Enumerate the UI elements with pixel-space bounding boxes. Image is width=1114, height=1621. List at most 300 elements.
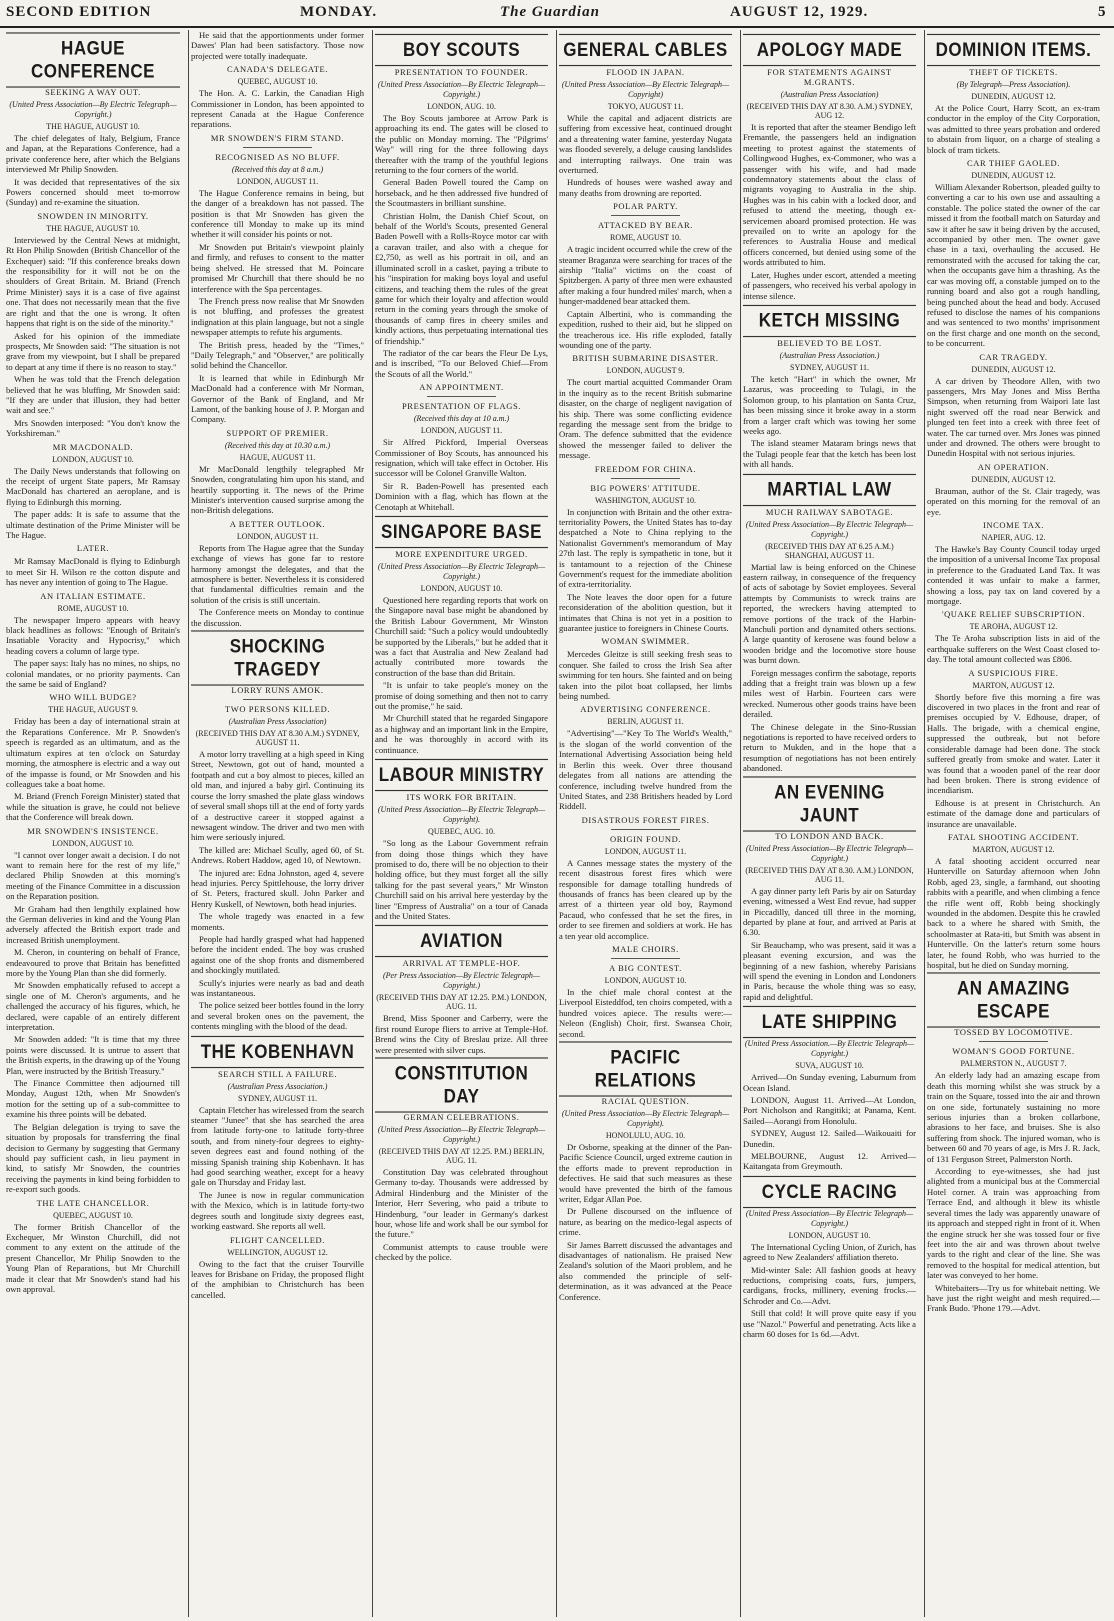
dateline: LONDON, AUGUST 11. (236, 531, 319, 541)
article (191, 634, 364, 700)
wire-credit: (Received this day at 10 a.m.) (413, 414, 510, 424)
article (559, 944, 732, 959)
article-paragraph: Captain Fletcher has wirelessed from the search steamer "Junee" that she has searched the area from latitude forty-one to latitude forty-three south, and from ninety-four degrees to eighty-seven degrees east and found nothing of the missing Spanish training ship Kobenhavn. It has had good searching weather, except for a heavy gale on Thursday and Friday last. (191, 1104, 364, 1188)
article-subheading: INCOME TAX. (982, 520, 1044, 530)
article (191, 133, 364, 148)
dateline: SUVA, AUGUST 10. (795, 1061, 864, 1071)
dateline: LONDON, AUGUST 10. (420, 584, 503, 593)
article-subheading: TOSSED BY LOCOMOTIVE. (954, 1027, 1073, 1038)
article-paragraph: At the Police Court, Harry Scott, an ex-tram conductor in the employ of the City Corporation, was admitted to three years probation and ordered to abstain from liquor, on a charge of stealing a block of tram tickets. (927, 103, 1100, 155)
article-paragraph: Sir R. Baden-Powell has presented each Dominion with a flag, which has flown at the Cenotaph at Whitehall. (375, 480, 548, 512)
article-headline: AN AMAZING ESCAPE (927, 973, 1100, 1028)
dateline: MARTON, AUGUST 12. (972, 680, 1055, 690)
article (191, 30, 364, 61)
article-headline: AVIATION (375, 925, 548, 957)
article-headline: DOMINION ITEMS. (927, 34, 1100, 66)
article (559, 1045, 732, 1302)
article-subheading: ADVERTISING CONFERENCE. (580, 704, 711, 715)
article (191, 1235, 364, 1301)
dateline: PALMERSTON N., AUGUST 7. (960, 1059, 1067, 1069)
article-subheading: MALE CHOIRS. (612, 943, 679, 954)
article (559, 636, 732, 701)
article (559, 834, 732, 941)
article (927, 668, 1100, 829)
article-paragraph: It is reported that after the steamer Bendigo left Fremantle, the passengers held an indignation meeting to protest against the statements of Collingwood Hughes, ex-Commoner, who was a passenger with his wife, and had made condemnatory statements about the class of migrants voyaging to Australia in the ship. Hughes was in his cabin with a locked door, and refused to attend the meeting, though ex-servicemen aboard promised protection. He was prevailed on to write an apology for the references to Australia House and medical officers concerned, but denied using some of the words attributed to him. (743, 122, 916, 268)
section-divider (611, 958, 680, 959)
dateline: LONDON, AUGUST 9. (606, 366, 685, 376)
article-paragraph: A fatal shooting accident occurred near Hunterville on Saturday afternoon when John Robb, aged 23, single, a farmhand, out shooting rabbits with a pearifle, and when climbing a fence the rifle went off, Robb being shockingly wounded in the abdomen. Despite this he crawled back to a where he shared with Smith, the schoolmaster at Rata-iti, but Smith was absent in Hunterville. On the latter's return some hours later, he found Robb, who was hurried to the hospital, but he died on Sunday morning. (927, 855, 1100, 970)
wire-credit: (United Press Association—By Electric Telegraph—Copyright) (561, 80, 730, 99)
article (559, 36, 732, 198)
dateline: DUNEDIN, AUGUST 12. (971, 92, 1056, 101)
article (6, 211, 180, 439)
article-subheading: A BETTER OUTLOOK. (229, 518, 326, 529)
article-paragraph: Later, Hughes under escort, attended a meeting of passengers, who received his verbal apology in intense silence. (743, 269, 916, 301)
article (743, 307, 916, 470)
article-paragraph: The newspaper Impero appears with heavy black headlines as follows: "Enough of Britain's Insatiable Voracity and Hypocrisy," which heading covers a column of large type. (6, 614, 180, 656)
article-subheading: CANADA'S DELEGATE. (226, 64, 329, 75)
article (191, 152, 364, 425)
article-subheading: MUCH RAILWAY SABOTAGE. (765, 506, 894, 517)
article-paragraph: The former British Chancellor of the Exchequer, Mr Winston Churchill, did not comment to any extent on the attitude of the present Chancellor, Mr Philip Snowden to the Young Plan of Reparations, but Mr Churchill made it clear that Mr Snowden's stand had his own approval. (6, 1221, 180, 1294)
article-paragraph: An elderly lady had an amazing escape from death this morning whilst she was struck by a train on the Square, tossed into the air and thrown on one side, fortunately sustaining no more serious injuries than a broken collarbone, abrasions to her face, and bruises. She is also suffering from shock. The injured woman, who is between 60 and 70 years of age, is Mrs J. R. Jack, of 131 Ferguson Street, Palmerston North. (927, 1070, 1100, 1164)
article-paragraph: People had hardly grasped what had happened before the incident ended. The boy was crushed against one of the shop fronts and dismembered and shockingly mutilated. (191, 933, 364, 976)
article-paragraph: It was decided that representatives of the six Powers concerned should meet to-morrow (Sunday) and re-examine the situation. (6, 176, 180, 208)
article-subheading: A SUSPICIOUS FIRE. (968, 667, 1059, 678)
article-paragraph: "So long as the Labour Government refrain from doing those things which they have promised to do, there will be no objection to their holding office, but they must forget all the silly talking for the past several years," Mr Winston Churchill said on his arrival here yesterday by the liner "Empress of Australia" on a tour of Canada and the United States. (375, 838, 548, 921)
article-paragraph: A gay dinner party left Paris by air on Saturday evening, witnessed a West End revue, had supper in Piccadilly, danced till three in the morning, departed by plane at four, and arrived at Paris at 6.30. (743, 885, 916, 938)
wire-credit: (United Press Association—By Electric Telegraph—Copyright.) (745, 519, 914, 539)
article-paragraph: Asked for his opinion of the immediate prospects, Mr Snowden said: "The situation is not grave from my viewpoint, but I shall be prepared to depart at any time if there is no reason to stay." (6, 330, 180, 372)
article-paragraph: "It is unfair to take people's money on the promise of doing something and then not to carry out the promise," he said. (375, 680, 548, 712)
article-paragraph: The Junee is now in regular communication with the Mexico, which is in latitude forty-two degrees south and longitude sixty degrees east, working eastward. She reports all well. (191, 1189, 364, 1232)
article (743, 1178, 916, 1340)
article-subheading: TO LONDON AND BACK. (775, 830, 884, 841)
article-paragraph: The Hon. A. C. Larkin, the Canadian High Commissioner in London, has been appointed to represent Canada at the Hague Conference reparations. (191, 88, 364, 130)
dateline: (RECEIVED THIS DAY AT 6.25 A.M.) SHANGHAI, AUGUST 11. (765, 541, 894, 560)
dateline: WELLINGTON, AUGUST 12. (227, 1247, 328, 1257)
column-4 (556, 30, 734, 1617)
wire-credit: (By Telegraph—Press Association). (956, 80, 1071, 89)
article-paragraph: A car driven by Theodore Allen, with two passengers, Mrs May Jones and Miss Bertha Simpson, when returning from Waipori late last night swerved off the road near Berwick and plunged ten feet into a creek with three feet of water. The car turned over. Mrs Jones was pinned under and drowned. The others were brought to Dunedin Hospital with not serious injuries. (927, 375, 1100, 459)
article (559, 963, 732, 1039)
article-subheading: POLAR PARTY. (613, 201, 678, 212)
article-paragraph: Dr Osborne, speaking at the dinner of the Pan-Pacific Science Council, urged extreme caution in the efforts made to prevent reproduction in defectives. He said that such measures as these would have prevented the birth of the famous writer, Edgar Allan Poe. (559, 1142, 732, 1205)
article-paragraph: Sir Alfred Pickford, Imperial Overseas Commissioner of Boy Scouts, has announced his resignation, which will take effect in October. His successor will be Colonel Granville Walton. (375, 437, 548, 479)
article-headline: CONSTITUTION DAY (375, 1057, 548, 1112)
article-paragraph: A Cannes message states the mystery of the recent disastrous forest fires which were responsible for damage totalling hundreds of thousands of francs has been cleared up by the arrest of a thirteen year old boy, Raymond Pacaud, who confessed that he set the fires, in order to see firemen and soldiers at work. He has a ten year old accomplice. (559, 857, 732, 941)
article-paragraph: "Advertising"—"Key To The World's Wealth," is the slogan of the world convention of the International Advertising Association being held in Berlin this week. Over three thousand delegates from all nations are attending the conference, including twelve hundred from the United States, and 238 Britishers headed by Lord Riddell. (559, 728, 732, 812)
column-2 (188, 30, 366, 1617)
article-subheading: PRESENTATION OF FLAGS. (401, 401, 522, 412)
article-paragraph: "I cannot over longer await a decision. I do not want to remain here for the rest of my life," declared Philip Snowden at this morning's meeting of the Finance Committee in a discussion on the Reparation position. (6, 849, 180, 902)
article-subheading: FLIGHT CANCELLED. (229, 1234, 326, 1245)
article-paragraph: Edhouse is at present in Christchurch. An estimate of the damage done and particulars of insurance are unavailable. (927, 797, 1100, 829)
article-subheading: FOR STATEMENTS AGAINST M.GRANTS. (767, 67, 892, 87)
article-subheading: ARRIVAL AT TEMPLE-HOF. (402, 958, 521, 969)
article-paragraph: William Alexander Robertson, pleaded guilty to converting a car to his own use and assaulting a constable. The police stated the owner of the car missed it from the football match on Saturday and saw it after he saw it being driven by the accused, accompanied by other men. The owner gave chase in a taxi, overhauling the accused. He remonstrated with the accused for taking the car, when the occupants gave him a thrashing. As the car was moving off, a constable jumped on to the running board and also got a rough handling, being punched about the head and body. Accused refused to disclose the names of his companions and was sentenced to two months' imprisonment on the first charge and one month on the second, to be concurrent. (927, 182, 1100, 349)
article-subheading: WOMAN SWIMMER. (601, 636, 690, 647)
wire-credit: (Australian Press Association.) (227, 1081, 328, 1091)
article (559, 201, 732, 216)
article-paragraph: The injured are: Edna Johnston, aged 4, severe head injuries. Percy Spittlehouse, the lorry driver of St. Peters, fractured skull. John Parker and Henry Kuskell, of Newtown, both head injuries. (191, 867, 364, 909)
article-subheading: ATTACKED BY BEAR. (598, 220, 693, 231)
article-headline: SHOCKING TRAGEDY (191, 630, 364, 685)
article (375, 518, 548, 755)
article-paragraph: The Te Aroha subscription lists in aid of the earthquake sufferers on the West Coast closed to-day. The total amount collected was £806. (927, 633, 1100, 665)
masthead (0, 0, 1114, 28)
article-subheading: RACIAL QUESTION. (601, 1096, 690, 1106)
article (559, 353, 732, 460)
article-paragraph: The radiator of the car bears the Fleur De Lys, and is inscribed, "To our Beloved Chief—From the Scouts of all the World." (375, 347, 548, 379)
article-subheading: SEEKING A WAY OUT. (45, 87, 141, 97)
article-headline: CYCLE RACING (743, 1176, 916, 1208)
wire-credit: (United Press Association—By Electric Telegraph—Copyright). (377, 805, 546, 825)
article-subheading: PRESENTATION TO FOUNDER. (394, 67, 529, 77)
article-paragraph: The whole tragedy was enacted in a few moments. (191, 911, 364, 932)
article-subheading: FREEDOM FOR CHINA. (594, 463, 697, 474)
article (375, 927, 548, 1055)
dateline: THE HAGUE, AUGUST 10. (46, 223, 140, 233)
article-paragraph: Dr Pullene discoursed on the influence of nature, as bearing on the medico-legal aspects of crime. (559, 1206, 732, 1238)
dateline: DUNEDIN, AUGUST 12. (971, 171, 1056, 181)
dateline: QUEBEC, AUGUST 10. (237, 77, 318, 87)
dateline: LONDON, AUGUST 10. (604, 975, 687, 985)
article-headline: MARTIAL LAW (743, 473, 916, 505)
article-paragraph: The International Cycling Union, of Zurich, has agreed to New Zealanders' affiliation thereto. (743, 1241, 916, 1263)
article-paragraph: The Hague Conference remains in being, but the danger of a breakdown has not passed. The position is that Mr Snowden has given the conference till Monday to make up its mind whether it will consider his points or not. (191, 187, 364, 240)
article-paragraph: The Daily News understands that following on the receipt of urgent State papers, Mr Ramsay MacDonald has chartered an aeroplane, and is flying to Edinburgh this morning. (6, 465, 180, 507)
article-paragraph: Shortly before five this morning a fire was discovered in two places in the front and rear of premises occupied by V. Edhouse, draper, of Halls. The brigade, with a chemical engine, suppressed the outbreak, but not before considerable damage had been done. The stock suffered greatly from smoke and water. Later it was found that a wooden panel of the rear door had been broken. There is strong evidence of incendiarism. (927, 691, 1100, 796)
article-subheading: FLOOD IN JAPAN. (606, 67, 685, 77)
article-paragraph: The Boy Scouts jamboree at Arrow Park is approaching its end. The gates will be closed to the public on Monday morning. The "Pilgrims' Way" will ring for the three following days thereafter with the tramp of the youthful legions returning to the four corners of the world. (375, 113, 548, 176)
article (6, 692, 180, 822)
dateline: LONDON, AUGUST 11. (604, 846, 687, 856)
section-divider (611, 215, 680, 216)
article-subheading: ITS WORK FOR BRITAIN. (406, 792, 517, 803)
article-paragraph: In conjunction with Britain and the other extra-territoriality Powers, the United States has to-day despatched a Note to China replying to the Nationalist Government's memorandum of May 27th last. The reply is sympathetic in tone, but it is tantamount to a rejection of the Chinese Government's request for the immediate abolition of extra-territoriality. (559, 506, 732, 590)
dateline: ROME, AUGUST 10. (57, 603, 129, 613)
article (559, 483, 732, 634)
issue-date: AUGUST 12, 1929. (730, 4, 869, 20)
dateline: SYDNEY, AUGUST 11. (238, 1093, 317, 1103)
wire-credit: (United Press Association—By Electric Telegraph—Copyright.) (377, 80, 546, 99)
article-headline: APOLOGY MADE (743, 34, 916, 66)
dateline: THE HAGUE, AUGUST 10. (46, 122, 140, 131)
article-subheading: ORIGIN FOUND. (609, 833, 682, 844)
article (927, 976, 1100, 1042)
newspaper-title: The Guardian (500, 4, 600, 20)
wire-credit: (Australian Press Association) (228, 717, 327, 727)
article (743, 780, 916, 1002)
article (375, 382, 548, 397)
article-paragraph: While the capital and adjacent districts are suffering from excessive heat, continued drought and a threatening water famine, yesterday Nugata was flooded severely, a deluge causing landslides and interrupting railways. One train was overturned. (559, 113, 732, 176)
article-subheading: THEFT OF TICKETS. (969, 67, 1058, 77)
wire-credit: (United Press Association—By Electric Telegraph—Copyright.) (377, 1124, 546, 1144)
article-paragraph: The court martial acquitted Commander Oram in the inquiry as to the recent British submarine disaster, on the charge of negligent navigation of his ship. There was some conflicting evidence regarding the message sent from the bridge to Oram. The defence submitted that the evidence showed the messenger failed to deliver the message. (559, 377, 732, 461)
dateline: MARTON, AUGUST 12. (972, 844, 1055, 854)
article-paragraph: Mr Snowden put Britain's viewpoint plainly and firmly, and refuses to consent to the matter being shelved. He stressed that M. Poincare promised Mr Churchill that there should be no interference with the Spa percentages. (191, 241, 364, 294)
article (191, 1038, 364, 1232)
article-paragraph: Sir Beauchamp, who was present, said it was a pleasant evening excursion, and was the beginning of a new fashion, whereby Parisians will spend the evening in London and Londoners in Paris, because the whole thing was so easy, rapid and delightful. (743, 939, 916, 1002)
article-paragraph: Brauman, author of the St. Clair tragedy, was operated on this morning for the removal of an eye. (927, 485, 1100, 517)
article-headline: GENERAL CABLES (559, 34, 732, 66)
article (559, 704, 732, 811)
article-paragraph: The Hawke's Bay County Council today urged the imposition of a universal Income Tax proposal in preference to the Graduated Land Tax. It was contended it was unfair to make a farmer, showing a loss, pay tax on land covered by a mortgage. (927, 544, 1100, 607)
article-paragraph: The French press now realise that Mr Snowden is not bluffing, and professes the greatest indignation at this plain language, but not a single newspaper attempts to refute his arguments. (191, 295, 364, 338)
article-paragraph: Interviewed by the Central News at midnight, Rt Hon Philip Snowden (British Chancellor of the Exchequer) said: "If this conference breaks down the responsibility for it will not be on the shoulders of Great Britain. M. Briand (French Prime Minister) says it is a case of five against one. That does not necessarily mean that the five are right and that the one is wrong. It often happens that right is on the side of the minority." (6, 234, 180, 329)
article-subheading: GERMAN CELEBRATIONS. (403, 1111, 520, 1122)
article (191, 704, 364, 1032)
article (927, 609, 1100, 664)
article-paragraph: Christian Holm, the Danish Chief Scout, on behalf of the World's Scouts, presented General Baden Powell with a Rolls-Royce motor car with a caravan trailer, and also with a cheque for £2,750, as well as his portrait in oil, and an illuminated scroll in a casket, paying a tribute to his "inspiration for making boys loyal and useful citizens, and teaching them the rules of the great game for which their loyalty and affection would return in the coming years through the smoke of thousands of camp fires in cheery smiles and kindly actions, thus perpetuating international ties of friendship." (375, 210, 548, 346)
article (6, 543, 180, 587)
dateline: ROME, AUGUST 10. (610, 233, 681, 243)
article-paragraph: The paper adds: It is safe to assume that the ultimate destination of the Prime Minister will be The Hague. (6, 509, 180, 540)
dateline: LONDON, AUGUST 11. (236, 176, 319, 186)
dateline: HONOLULU, AUG. 10. (605, 1131, 686, 1140)
article-paragraph: The chief delegates of Italy, Belgium, France and Japan, at the Reparations Conference, had a private conference here, after which the Belgians interviewed Mr Philip Snowden. (6, 133, 180, 175)
section-divider (243, 699, 312, 700)
section-divider (611, 829, 680, 830)
dateline: (RECEIVED THIS DAY AT 12.25. P.M.) BERLIN, AUG. 11. (378, 1146, 545, 1165)
article-subheading: 'QUAKE RELIEF SUBSCRIPTION. (941, 609, 1086, 620)
article-paragraph: The Belgian delegation is trying to save the situation by proposals for transferring the final decision to Germany by suggesting that Germany should pay sufficient cash, in lieu payment in kind, to satisfy Mr Snowden, the countries receiving the payments in kind being forbidden to re-export such goods. (6, 1121, 180, 1195)
article-paragraph: The paper says: Italy has no mines, no ships, no colonial mandates, or no priority payments. Can the same be said of England? (6, 658, 180, 690)
article-subheading: LORRY RUNS AMOK. (231, 685, 324, 696)
dateline: QUEBEC, AUG. 10. (428, 827, 495, 837)
article-paragraph: The ketch "Hart" in which the owner, Mr Lazarus, was proceeding to Tulagi, in the Solomon group, to his plantation on Santa Cruz, has been missing since it broke away in a storm from a larger craft which was towing her some weeks ago. (743, 373, 916, 436)
article (927, 158, 1100, 349)
article-paragraph: Mr Ramsay MacDonald is flying to Edinburgh to meet Sir H. Wilson re the cotton dispute and has never any intention of going to The Hague. (6, 556, 180, 588)
article (927, 462, 1100, 517)
article (6, 36, 180, 208)
article-subheading: MORE EXPENDITURE URGED. (395, 549, 528, 559)
article (559, 815, 732, 830)
column-5 (740, 30, 918, 1617)
article (927, 832, 1100, 970)
article (927, 520, 1100, 606)
wire-credit: (Australian Press Association.) (779, 350, 880, 360)
article (191, 428, 364, 516)
article-subheading: A BIG CONTEST. (609, 962, 682, 973)
article-headline: LATE SHIPPING (743, 1006, 916, 1038)
article-subheading: WOMAN'S GOOD FORTUNE. (952, 1046, 1075, 1057)
article-subheading: RECOGNISED AS NO BLUFF. (215, 151, 340, 162)
dateline: (RECEIVED THIS DAY AT 8.30 A.M.) SYDNEY, AUGUST 11. (195, 729, 360, 748)
article-headline: LABOUR MINISTRY (375, 759, 548, 791)
column-grid (4, 30, 1110, 1617)
article-subheading: WHO WILL BUDGE? (49, 692, 137, 703)
dateline: HAGUE, AUGUST 11. (239, 452, 316, 462)
article-subheading: AN OPERATION. (977, 461, 1050, 472)
article-paragraph: Brend, Miss Spooner and Carberry, were the first round Europe fliers to arrive at Temple-Hof. Brend wins the City of Breslau prize. All three were presented with silver cups. (375, 1013, 548, 1055)
dateline: LONDON, AUGUST 10. (52, 838, 134, 848)
article-paragraph: Mid-winter Sale: All fashion goods at heavy reductions, comprising coats, furs, jumpers, cardigans, frocks, millinery, evening frocks.—Schroder and Co.—Advt. (743, 1264, 916, 1306)
article (191, 519, 364, 628)
dateline: THE HAGUE, AUGUST 9. (48, 705, 138, 715)
article-paragraph: Communist attempts to cause trouble were checked by the police. (375, 1241, 548, 1263)
article (6, 826, 180, 1195)
wire-credit: (Per Press Association—By Electric Telegraph—Copyright.) (382, 971, 541, 991)
article-paragraph: MELBOURNE, August 12. Arrived—Kaitangata from Greymouth. (743, 1151, 916, 1172)
wire-credit: (United Press Association—By Electric Telegraph—Copyright.) (745, 843, 914, 863)
article (927, 36, 1100, 155)
article (191, 64, 364, 130)
article (743, 476, 916, 774)
article (743, 1008, 916, 1172)
dateline: LONDON, AUGUST 10. (52, 454, 134, 464)
article (559, 220, 732, 350)
section-divider (243, 147, 312, 148)
article-paragraph: Hundreds of houses were washed away and many deaths from drowning are reported. (559, 177, 732, 198)
dateline: QUEBEC, AUGUST 10. (53, 1210, 133, 1220)
wire-credit: (United Press Association—By Electric Telegraph—Copyright.) (9, 100, 177, 119)
article-paragraph: Martial law is being enforced on the Chinese eastern railway, in consequence of the frequency of acts of sabotage by Soviet employees. Several attempts by Communists to wreck trains are reported, the wreckers having attempted to remove portions of the track of the Harbin-Manchuli portion and dynamited others sections. A large quantity of kerosene was found below a wooden bridge and the locomotive store house was burnt down. (743, 561, 916, 666)
article (6, 1198, 180, 1295)
article-subheading: CAR THIEF GAOLED. (967, 158, 1060, 169)
article-subheading: SUPPORT OF PREMIER. (226, 427, 329, 438)
article (927, 1046, 1100, 1313)
edition-label: SECOND EDITION (6, 4, 152, 20)
section-divider (979, 1041, 1048, 1042)
article-subheading: AN ITALIAN ESTIMATE. (40, 590, 146, 601)
section-divider (427, 396, 496, 397)
article-paragraph: LONDON, August 11. Arrived—At London, Port Nicholson and Rangitiki; at Panama, Kent. Sailed—Aorangi from Honolulu. (743, 1094, 916, 1126)
article-paragraph: Scully's injuries were nearly as bad and death was instantaneous. (191, 977, 364, 998)
article-subheading: BIG POWERS' ATTITUDE. (590, 482, 701, 493)
article-paragraph: The Chinese delegate in the Sino-Russian negotiations is reported to have received orders to return to Mukden, and in the hope that a resumption of negotiations has not been entirely abandoned. (743, 721, 916, 774)
article-paragraph: M. Cheron, in countering on behalf of France, endeavoured to prove that Britain has benefitted more by the Young Plan than she did formerly. (6, 947, 180, 978)
wire-credit: (United Press Association—By Electric Telegraph—Copyright.) (377, 562, 546, 581)
article-paragraph: Whitebaiters—Try us for whitebait netting. We have just the right weight and mesh required.—Frank Budo. 'Phone 179.—Advt. (927, 1282, 1100, 1314)
article-paragraph: The Conference meets on Monday to continue the discussion. (191, 607, 364, 628)
article-paragraph: When he was told that the French delegation believed that he was bluffing, Mr Snowden said: "If they are under that illusion, they had better wait and see." (6, 374, 180, 416)
article-subheading: LATER. (76, 543, 110, 554)
article-paragraph: In the chief male choral contest at the Liverpool Eisteddfod, ten choirs competed, with a hundred voices apiece. The results were:—Neleon (English) Choir, first. Swansea Choir, second. (559, 986, 732, 1039)
article (375, 401, 548, 512)
wire-credit: (United Press Association—By Electric Telegraph—Copyright). (561, 1109, 730, 1128)
article-subheading: FATAL SHOOTING ACCIDENT. (948, 831, 1079, 842)
dateline: DUNEDIN, AUGUST 12. (971, 364, 1056, 374)
article-paragraph: SYDNEY, August 12. Sailed—Waikouaiti for Dunedin. (743, 1128, 916, 1149)
article-headline: AN EVENING JAUNT (743, 776, 916, 831)
dateline: TOKYO, AUGUST 11. (607, 102, 684, 111)
article-paragraph: Captain Albertini, who is commanding the expedition, rushed to their aid, but he slipped on the treacherous ice. His rifle exploded, fatally wounding one of the party. (559, 308, 732, 350)
dateline: (RECEIVED THIS DAY AT 8.30. A.M.) SYDNEY, AUG 12. (746, 102, 913, 120)
article-headline: HAGUE CONFERENCE (6, 32, 180, 87)
article-paragraph: The British press, headed by the "Times," "Daily Telegraph," and "Observer," are politically solid behind the Chancellor. (191, 339, 364, 371)
article-paragraph: Still that cold! It will prove quite easy if you use "Nazol." Powerful and penetrating. Acts like a charm 60 doses for 1s 6d.—Advt. (743, 1308, 916, 1340)
article-subheading: BELIEVED TO BE LOST. (777, 337, 882, 348)
article-paragraph: General Baden Powell toured the Camp on horseback, and he then addressed five hundred of the Scoutmasters in brilliant sunshine. (375, 177, 548, 209)
article-paragraph: Sir James Barrett discussed the advantages and disadvantages of nationalism. He praised New Zealand's solution of the Maori problem, and he also commended the principle of self-determination, as it was advanced at the Peace Conference. (559, 1239, 732, 1302)
article-paragraph: Mr Churchill stated that he regarded Singapore as a highway and an important link in the Empire, and he was thoroughly in accord with its continuance. (375, 713, 548, 755)
dateline: BERLIN, AUGUST 11. (607, 717, 684, 727)
column-3 (372, 30, 550, 1617)
article-paragraph: According to eye-witnesses, she had just alighted from a municipal bus at the Commercial Hotel corner. A train was approaching from Terrace End, and although it blew its whistle several times the lady was apparently unaware of its approach and stepped right in front of it. When the engine struck her she was tossed four or five feet into the air and was thrown about twelve yards to the right and clear of the line. She was removed to the hospital for medical attention, but later was conveyed to her home. (927, 1166, 1100, 1281)
article-paragraph: Mrs Snowden interposed: "You don't know the Yorkshireman." (6, 417, 180, 439)
column-1 (4, 30, 182, 1617)
article-subheading: MR SNOWDEN'S FIRM STAND. (210, 132, 345, 143)
article-paragraph: Arrived—On Sunday evening, Laburnum from Ocean Island. (743, 1072, 916, 1093)
article-paragraph: He said that the apportionments under former Dawes' Plan had been satisfactory. Those now projected were totally inadequate. (191, 30, 364, 61)
article-paragraph: A motor lorry travelling at a high speed in King Street, Newtown, got out of hand, mounted a footpath and cut a boy almost to pieces, killed an old man, and injured a baby girl. Continuing its course the lorry smashed the plate glass windows of several small shops till at the end of forty yards of a destructive career it stopped against a newsagent window. The driver and two men with him were seriously injured. (191, 749, 364, 843)
article-paragraph: Mr Graham had then lengthily explained how the German deliveries in kind and the Young Plan adversely affected the British export trade and increased British unemployment. (6, 903, 180, 945)
article-paragraph: Foreign messages confirm the sabotage, reports adding that a freight train was blown up a few miles west of Harbin. Fourteen cars were wrecked. Numerous other goods trains have been derailed. (743, 667, 916, 720)
article-paragraph: It is learned that while in Edinburgh Mr MacDonald had a conference with Mr Norman, Governor of the Bank of England, and Mr Lamont, of the banking house of J. P. Morgan and Company. (191, 372, 364, 425)
article-subheading: THE LATE CHANCELLOR. (36, 1197, 150, 1208)
article-paragraph: Mr Snowden added: "It is time that my three points were discussed. It is untrue to assert that the British experts, in the drawing up of the Young Plan, were instructed by the British Treasury." (6, 1034, 181, 1076)
article (6, 591, 180, 690)
dateline: (RECEIVED THIS DAY AT 8.30. A.M.) LONDON, AUG 11. (745, 865, 914, 884)
article-headline: PACIFIC RELATIONS (559, 1041, 732, 1096)
article-paragraph: Reports from The Hague agree that the Sunday exchange of views has gone far to restore harmony amongst the delegates, and that the atmosphere is better. Nevertheless it is considered that fundamental difficulties remain and the solution of the crisis is still uncertain. (191, 542, 364, 605)
dateline: LONDON, AUGUST 10. (788, 1230, 871, 1240)
wire-credit: (Received this day at 10.30 a.m.) (224, 440, 331, 450)
article (375, 761, 548, 921)
wire-credit: (Australian Press Association) (780, 90, 879, 99)
article-subheading: MR MACDONALD. (52, 441, 134, 452)
article (927, 352, 1100, 459)
article-paragraph: Questioned here regarding reports that work on the Singapore naval base might be abandoned by the British Labour Government, Mr Winston Churchill said: "Such a policy would undoubtedly be supported by the Liberals," but he added that it was a fact that Australia and New Zealand had actually contributed more towards the construction of the base than did Britain. (375, 595, 548, 678)
wire-credit: (Received this day at 8 a.m.) (231, 164, 324, 174)
article-subheading: MR SNOWDEN'S INSISTENCE. (27, 825, 159, 836)
article-paragraph: Constitution Day was celebrated throughout Germany to-day. Thousands were addressed by Admiral Hindenburg and the Minister of the Interior, Herr Severing, who paid a tribute to Hindenburg, "our leader in Germany's darkest hour, whose life and work shall be our symbol for the future." (375, 1166, 548, 1240)
article (375, 36, 548, 379)
article-paragraph: The Note leaves the door open for a future reconsideration of the abolition question, but it intimates that China is not yet in a position to guarantee justice to foreigners in Chinese Courts. (559, 591, 732, 634)
article-paragraph: Mr MacDonald lengthily telegraphed Mr Snowden, congratulating him upon his stand, and heartily supporting it. The news of the Prime Minister's intervention caused surprise among the non-British delegations. (191, 463, 364, 516)
section-divider (611, 478, 680, 479)
article-subheading: SEARCH STILL A FAILURE. (217, 1068, 338, 1079)
article (375, 1061, 548, 1263)
article-headline: KETCH MISSING (743, 305, 916, 337)
article-paragraph: The killed are: Michael Scully, aged 60, of St. Andrews. Robert Haddow, aged 10, of Newtown. (191, 844, 364, 866)
weekday-label: MONDAY. (300, 4, 378, 20)
article (559, 464, 732, 479)
page-number: 5 (1098, 4, 1107, 20)
article-paragraph: A tragic incident occurred while the crew of the steamer Braganza were searching for traces of the airship "Italia" victims on the coast of Spitzbergen. A party of three men were exhausted after making a four hundred miles' march, when a hunger-maddened bear attacked them. (559, 244, 732, 307)
article-headline: THE KOBENHAVN (191, 1036, 364, 1068)
article-headline: SINGAPORE BASE (375, 516, 548, 548)
dateline: LONDON, AUGUST 11. (420, 426, 503, 436)
article-paragraph: M. Briand (French Foreign Minister) stated that while the situation is grave, he could not believe that the Conference will break down. (6, 791, 180, 823)
article-headline: BOY SCOUTS (375, 34, 548, 66)
article-paragraph: Owing to the fact that the cruiser Tourville leaves for Brisbane on Friday, the proposed flight of the amphibian to Christchurch has been cancelled. (191, 1258, 364, 1300)
dateline: (RECEIVED THIS DAY AT 12.25. P.M.) LONDON, AUG. 11. (376, 993, 547, 1012)
article-paragraph: The Finance Committee then adjourned till Monday, August 12th, when Mr Snowden's motion for the setting up of a sub-committee to examine his three points will be debated. (6, 1078, 180, 1120)
wire-credit: (United Press Association.—By Electric Telegraph—Copyright.) (744, 1039, 915, 1059)
dateline: NAPIER, AUG. 12. (981, 533, 1046, 542)
article-paragraph: Mr Snowden emphatically refused to accept a single one of M. Cheron's arguments, and he challenged the accuracy of his figures, which, he declared, were capable of an entirely different interpretation. (6, 980, 180, 1033)
article-subheading: CAR TRAGEDY. (979, 351, 1048, 362)
dateline: WASHINGTON, AUGUST 10. (594, 495, 697, 505)
wire-credit: (United Press Association—By Electric Telegraph—Copyright.) (745, 1208, 914, 1228)
column-6 (924, 30, 1102, 1617)
dateline: DUNEDIN, AUGUST 12. (971, 474, 1056, 484)
article (6, 442, 180, 541)
article-paragraph: Mercedes Gleitze is still seeking fresh seas to conquer. She failed to cross the Irish Sea after swimming for ten hours. She fainted and on being taken into the pilot boat collapsed, her limbs being numbed. (559, 649, 732, 702)
dateline: TE AROHA, AUGUST 12. (969, 622, 1058, 632)
article-paragraph: Friday has been a day of international strain at the Reparations Conference. Mr P. Snowden's speech is regarded as an ultimatum, and as the ultimatum expires at ten o'clock on Saturday morning, the atmosphere is electric and a way out of the impasse is found, or Mr Snowden and his colleagues take a boat home. (6, 716, 180, 789)
dateline: LONDON, AUG. 10. (427, 102, 496, 111)
article (743, 36, 916, 301)
article-subheading: DISASTROUS FOREST FIRES. (581, 814, 710, 825)
dateline: SYDNEY, AUGUST 11. (790, 362, 869, 372)
article-paragraph: The police seized beer bottles found in the lorry and several broken ones on the pavement, the contents mingling with the blood of the dead. (191, 1000, 364, 1032)
article-subheading: SNOWDEN IN MINORITY. (37, 210, 149, 221)
article-paragraph: The island steamer Mataram brings news that the Tulagi people fear that the ketch has been lost with all hands. (743, 438, 916, 470)
